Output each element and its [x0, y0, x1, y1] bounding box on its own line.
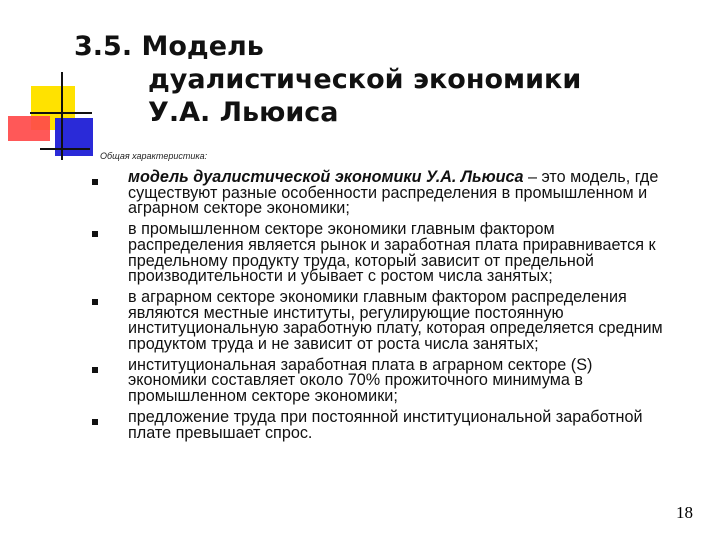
bullet-icon [92, 179, 98, 185]
bullet-list [92, 170, 672, 446]
bullet-item [92, 170, 672, 217]
bullet-icon [92, 367, 98, 373]
slide-subtitle: Общая характеристика: [100, 151, 208, 161]
title-line: 3.5. Модель [74, 31, 264, 62]
slide-title [74, 30, 674, 129]
bullet-item [92, 222, 672, 285]
bullet-text: – это модель, где существуют разные особенности распределения в промышленном и аграрном секторе экономики; [128, 168, 659, 218]
bullet-item [92, 287, 672, 354]
bullet-icon [92, 299, 98, 305]
title-line: У.А. Льюиса [148, 97, 339, 128]
decor-vertical-line [61, 72, 63, 160]
bullet-icon [92, 231, 98, 237]
decor-horizontal-line [40, 148, 90, 150]
bullet-text: в промышленном секторе экономики главным фактором распределения является рынок и заработная плата приравнивается к предельному продукту труда, который зависит от предельной производительности и убывает с ростом числа занятых; [128, 220, 656, 286]
page-number: 18 [676, 503, 693, 522]
bullet-text: в аграрном секторе экономики главным фактором распределения являются местные институты, регулирующие постоянную институциональную заработную плату, которая определяется средним продуктом труда и не зависит от роста числа занятых; [128, 287, 663, 354]
decor-red-bar [8, 116, 50, 141]
bullet-item [92, 355, 672, 406]
title-line: дуалистической экономики [148, 64, 582, 95]
bullet-emphasis: модель дуалистической экономики У.А. Льюиса [128, 168, 524, 186]
bullet-text: предложение труда при постоянной институциональной заработной плате превышает спрос. [128, 407, 643, 442]
bullet-icon [92, 419, 98, 425]
bullet-text: институциональная заработная плата в аграрном секторе (S) экономики составляет около 70% прожиточного минимума в промышленном секторе экономики; [128, 355, 593, 406]
bullet-item [92, 407, 672, 442]
